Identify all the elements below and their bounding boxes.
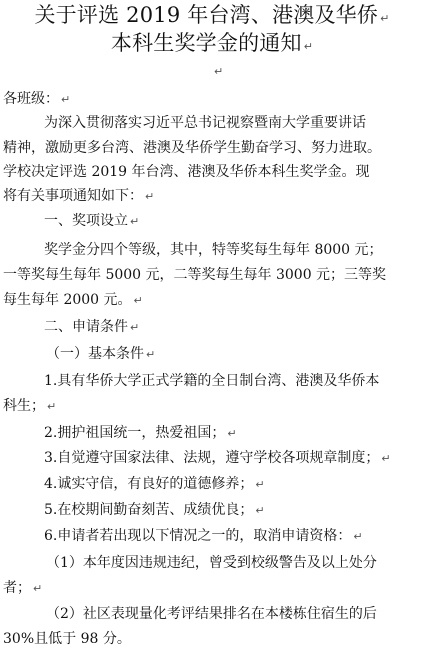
body-text: 奖学金分四个等级，其中，特等奖每生每年 8000 元； bbox=[44, 242, 383, 258]
body-text: 为深入贯彻落实习近平总书记视察暨南大学重要讲话 bbox=[44, 115, 366, 131]
list-item-text: 6.申请者若出现以下情况之一的，取消申请资格： bbox=[44, 528, 352, 544]
paragraph-mark: ↵ bbox=[133, 294, 143, 307]
paragraph-mark: ↵ bbox=[146, 348, 156, 361]
paragraph-mark: ↵ bbox=[214, 65, 224, 78]
title-text-1: 关于评选 2019 年台湾、港澳及华侨 bbox=[34, 3, 379, 27]
paragraph-mark: ↵ bbox=[33, 582, 43, 595]
sub-item-text: （1）本年度因违规违纪，曾受到校级警告及以上处分 bbox=[46, 555, 377, 571]
section-heading bbox=[44, 317, 424, 338]
subsection-heading bbox=[46, 344, 424, 365]
sub-item-text: 30%且低于 98 分。 bbox=[3, 631, 131, 647]
paragraph-mark: ↵ bbox=[353, 530, 363, 543]
list-item-text: 科生； bbox=[3, 398, 45, 414]
body-text: 每生每年 2000 元。 bbox=[3, 292, 132, 308]
paragraph-mark: ↵ bbox=[47, 400, 57, 413]
title-text-2: 本科生奖学金的通知 bbox=[110, 31, 302, 55]
paragraph-mark: ↵ bbox=[227, 427, 237, 440]
title-line-1 bbox=[0, 2, 424, 32]
title-line-2 bbox=[0, 30, 424, 60]
body-line bbox=[44, 240, 424, 260]
section-heading-text: 一、奖项设立 bbox=[44, 213, 128, 229]
body-text: 各班级： bbox=[3, 91, 59, 107]
paragraph-mark: ↵ bbox=[381, 452, 391, 465]
list-item bbox=[44, 526, 424, 547]
subsection-heading-text: （一）基本条件 bbox=[46, 346, 144, 362]
blank-paragraph bbox=[212, 61, 424, 82]
paragraph-mark: ↵ bbox=[303, 40, 314, 53]
list-item bbox=[44, 448, 424, 469]
sub-item bbox=[46, 553, 424, 573]
sub-item bbox=[46, 604, 424, 624]
list-item-text: 3.自觉遵守国家法律、法规，遵守学校各项规章制度； bbox=[44, 450, 380, 466]
paragraph-mark: ↵ bbox=[61, 93, 71, 106]
list-item bbox=[44, 500, 424, 521]
body-line bbox=[3, 265, 424, 285]
body-text: 将有关事项通知如下： bbox=[3, 188, 143, 204]
body-line bbox=[3, 138, 424, 158]
body-line bbox=[3, 186, 424, 207]
sub-item-text: （2）社区表现量化考评结果排名在本楼栋住宿生的后 bbox=[46, 606, 377, 622]
list-item-text: 4.诚实守信，有良好的道德修养； bbox=[44, 476, 254, 492]
list-item-text: 5.在校期间勤奋刻苦、成绩优良； bbox=[44, 502, 254, 518]
paragraph-mark: ↵ bbox=[130, 321, 140, 334]
sub-item-continuation bbox=[3, 578, 424, 599]
paragraph-mark: ↵ bbox=[145, 190, 155, 203]
list-item bbox=[44, 423, 424, 444]
body-text: 一等奖每生每年 5000 元，二等奖每生每年 3000 元；三等奖 bbox=[3, 267, 387, 283]
sub-item-text: 者； bbox=[3, 580, 31, 596]
sub-item-continuation bbox=[3, 629, 424, 649]
body-text: 学校决定评选 2019 年台湾、港澳及华侨本科生奖学金。现 bbox=[3, 164, 370, 180]
list-item bbox=[44, 371, 424, 391]
paragraph-mark: ↵ bbox=[130, 215, 140, 228]
body-text: 精神，激励更多台湾、港澳及华侨学生勤奋学习、努力进取。 bbox=[3, 140, 381, 156]
list-item bbox=[44, 474, 424, 495]
body-line bbox=[3, 290, 424, 311]
section-heading-text: 二、申请条件 bbox=[44, 319, 128, 335]
body-line bbox=[3, 162, 424, 182]
body-line bbox=[44, 113, 424, 133]
body-line bbox=[3, 89, 424, 110]
section-heading bbox=[44, 211, 424, 232]
list-item-text: 2.拥护祖国统一，热爱祖国； bbox=[44, 425, 226, 441]
paragraph-mark: ↵ bbox=[255, 504, 265, 517]
paragraph-mark: ↵ bbox=[380, 12, 390, 25]
paragraph-mark: ↵ bbox=[255, 478, 265, 491]
list-item-text: 1.具有华侨大学正式学籍的全日制台湾、港澳及华侨本 bbox=[44, 373, 380, 389]
list-item-continuation bbox=[3, 396, 424, 417]
